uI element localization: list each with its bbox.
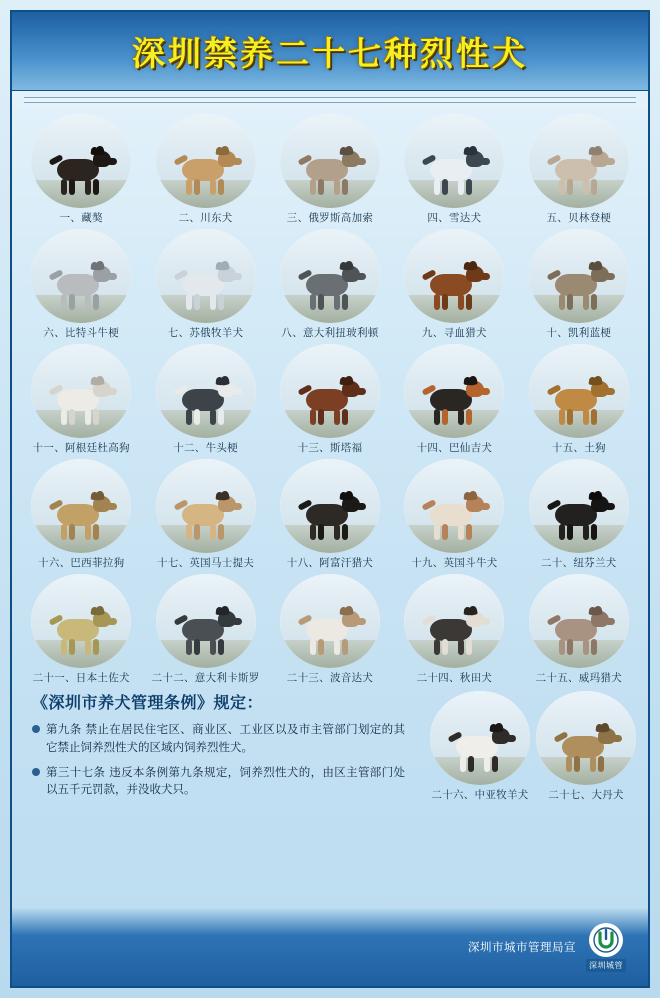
breed-caption: 十五、土狗	[551, 442, 606, 455]
dog-illustration	[298, 264, 362, 310]
breed-photo-frame	[29, 113, 133, 209]
breed-photo-frame	[29, 573, 133, 669]
breed-photo-frame	[29, 343, 133, 439]
breed-photo-frame	[154, 228, 258, 324]
breed-item	[393, 343, 515, 454]
breed-caption: 一、藏獒	[59, 212, 103, 224]
breed-item	[20, 573, 142, 684]
breed-caption: 十八、阿富汗猎犬	[286, 557, 374, 570]
breed-caption: 十六、巴西菲拉狗	[37, 557, 125, 570]
poster-header	[12, 12, 648, 91]
breed-item	[518, 573, 640, 684]
breed-caption: 十四、巴仙吉犬	[416, 442, 493, 455]
logo	[586, 923, 626, 972]
breed-photo	[404, 114, 504, 208]
dog-illustration	[49, 609, 113, 655]
dog-illustration	[298, 609, 362, 655]
dog-illustration	[547, 149, 611, 195]
regulation-text: 第九条 禁止在居民住宅区、商业区、工业区以及市主管部门划定的其它禁止饲养烈性犬的区域内饲养烈性犬。	[46, 722, 405, 754]
breed-photo-frame	[278, 228, 382, 324]
dog-illustration	[298, 494, 362, 540]
breed-photo-frame	[402, 573, 506, 669]
bottom-area	[20, 690, 640, 806]
breed-item	[393, 228, 515, 339]
dog-illustration	[547, 264, 611, 310]
breed-photo-frame	[402, 458, 506, 554]
breed-item	[144, 573, 266, 684]
dog-illustration	[422, 264, 486, 310]
dog-illustration	[422, 379, 486, 425]
breed-caption: 十三、斯塔福	[297, 442, 363, 455]
breed-photo	[536, 691, 636, 785]
breed-photo	[31, 229, 131, 323]
breed-item	[144, 113, 266, 224]
breed-photo	[529, 344, 629, 438]
breed-photo	[529, 114, 629, 208]
dog-illustration	[422, 494, 486, 540]
breed-photo	[31, 344, 131, 438]
dog-illustration	[547, 494, 611, 540]
breed-photo	[31, 114, 131, 208]
breed-photo-frame	[527, 458, 631, 554]
breed-photo	[280, 229, 380, 323]
breed-item	[269, 573, 391, 684]
breed-photo-frame	[402, 343, 506, 439]
logo-label: 深圳城管	[586, 959, 626, 972]
dog-illustration	[448, 726, 512, 772]
dog-illustration	[554, 726, 618, 772]
poster-footer	[12, 908, 648, 986]
breed-photo	[280, 574, 380, 668]
breed-caption: 十七、英国马士提夫	[156, 557, 255, 570]
dog-illustration	[174, 264, 238, 310]
dog-illustration	[547, 379, 611, 425]
breed-caption: 八、意大利扭玻利顿	[281, 327, 379, 340]
breed-item	[518, 113, 640, 224]
bullet-icon	[32, 725, 40, 733]
breed-photo-frame	[154, 113, 258, 209]
breed-photo	[404, 229, 504, 323]
breed-photo	[280, 344, 380, 438]
dog-illustration	[174, 609, 238, 655]
breed-caption: 九、寻血猎犬	[421, 327, 487, 340]
breed-photo-frame	[154, 573, 258, 669]
dog-illustration	[298, 379, 362, 425]
breed-caption: 二十一、日本土佐犬	[32, 672, 130, 685]
poster-inner-frame	[10, 10, 650, 988]
footer-content	[468, 923, 626, 972]
regulations-block	[20, 690, 405, 806]
urban-management-logo-icon	[589, 923, 623, 957]
footer-issuer-text: 深圳市城市管理局宣	[468, 940, 576, 954]
breed-photo	[31, 574, 131, 668]
breed-item	[144, 228, 266, 339]
bullet-icon	[32, 768, 40, 776]
breed-photo-frame	[278, 573, 382, 669]
breed-photo-frame	[402, 113, 506, 209]
breed-photo	[529, 229, 629, 323]
breed-caption: 二十七、大丹犬	[548, 789, 624, 802]
breed-caption: 二、川东犬	[178, 212, 233, 224]
breed-caption: 二十五、威玛猎犬	[535, 672, 622, 685]
breed-photo	[156, 229, 256, 323]
breed-grid-last-row	[428, 690, 638, 801]
breed-photo	[529, 574, 629, 668]
breed-photo	[156, 344, 256, 438]
breed-caption: 二十三、波音达犬	[286, 672, 374, 685]
breed-item	[269, 113, 391, 224]
dog-illustration	[49, 149, 113, 195]
breed-photo	[156, 574, 256, 668]
breed-photo-frame	[534, 690, 638, 786]
dog-illustration	[49, 264, 113, 310]
breed-caption: 四、雪达犬	[427, 212, 482, 224]
breed-item	[269, 458, 391, 569]
breed-item	[393, 573, 515, 684]
breed-item	[393, 458, 515, 569]
regulation-item	[32, 721, 405, 756]
breed-item	[20, 113, 142, 224]
dog-illustration	[422, 149, 486, 195]
breed-photo-frame	[402, 228, 506, 324]
breed-caption: 二十四、秋田犬	[416, 672, 493, 685]
breed-photo	[156, 114, 256, 208]
breed-photo-frame	[29, 458, 133, 554]
breed-item	[269, 228, 391, 339]
breed-photo-frame	[278, 113, 382, 209]
breed-photo-frame	[527, 343, 631, 439]
page-title: 深圳禁养二十七种烈性犬	[132, 33, 528, 73]
breed-item	[144, 458, 266, 569]
breed-caption: 二十二、意大利卡斯罗	[151, 672, 260, 685]
breed-caption: 二十、纽芬兰犬	[540, 557, 617, 570]
dog-illustration	[49, 494, 113, 540]
breed-caption: 六、比特斗牛梗	[43, 327, 119, 340]
breed-photo-frame	[527, 113, 631, 209]
breed-item	[518, 343, 640, 454]
breed-item	[20, 458, 142, 569]
breed-caption: 十二、牛头梗	[173, 442, 238, 455]
breed-item	[428, 690, 532, 801]
breed-caption: 十、凯利蓝梗	[546, 327, 612, 340]
breed-photo-frame	[154, 458, 258, 554]
breed-item	[393, 113, 515, 224]
breed-item	[20, 343, 142, 454]
regulation-text: 第三十七条 违反本条例第九条规定，饲养烈性犬的，由区主管部门处以五千元罚款，并没收犬只。	[46, 764, 405, 797]
breed-item	[20, 228, 142, 339]
regulation-item	[32, 764, 405, 799]
breed-caption: 十一、阿根廷杜高狗	[32, 442, 130, 455]
breed-item	[534, 690, 638, 801]
breed-photo-frame	[278, 458, 382, 554]
regulations-title: 《深圳市养犬管理条例》规定：	[32, 693, 264, 713]
breed-photo-frame	[527, 573, 631, 669]
breed-photo-frame	[154, 343, 258, 439]
header-divider	[24, 97, 636, 103]
dog-illustration	[174, 494, 238, 540]
breed-photo	[404, 574, 504, 668]
breed-caption: 二十六、中亚牧羊犬	[431, 789, 529, 802]
dog-illustration	[174, 149, 238, 195]
breed-photo	[280, 459, 380, 553]
breed-photo-frame	[527, 228, 631, 324]
breed-photo	[156, 459, 256, 553]
breed-item	[518, 458, 640, 569]
breed-item	[144, 343, 266, 454]
breed-item	[269, 343, 391, 454]
dog-illustration	[298, 149, 362, 195]
dog-illustration	[422, 609, 486, 655]
breed-caption: 七、苏俄牧羊犬	[167, 327, 244, 340]
breed-photo	[529, 459, 629, 553]
breed-caption: 三、俄罗斯高加索	[286, 212, 374, 224]
breed-caption: 十九、英国斗牛犬	[411, 557, 498, 570]
breed-photo-frame	[29, 228, 133, 324]
breed-photo	[31, 459, 131, 553]
dog-illustration	[174, 379, 238, 425]
breed-photo	[404, 459, 504, 553]
breed-caption: 五、贝林登梗	[546, 212, 612, 224]
breed-photo	[430, 691, 530, 785]
breed-photo-frame	[428, 690, 532, 786]
breed-grid	[20, 113, 640, 684]
breed-photo	[280, 114, 380, 208]
dog-illustration	[547, 609, 611, 655]
breed-item	[518, 228, 640, 339]
breed-photo-frame	[278, 343, 382, 439]
dog-illustration	[49, 379, 113, 425]
breed-photo	[404, 344, 504, 438]
